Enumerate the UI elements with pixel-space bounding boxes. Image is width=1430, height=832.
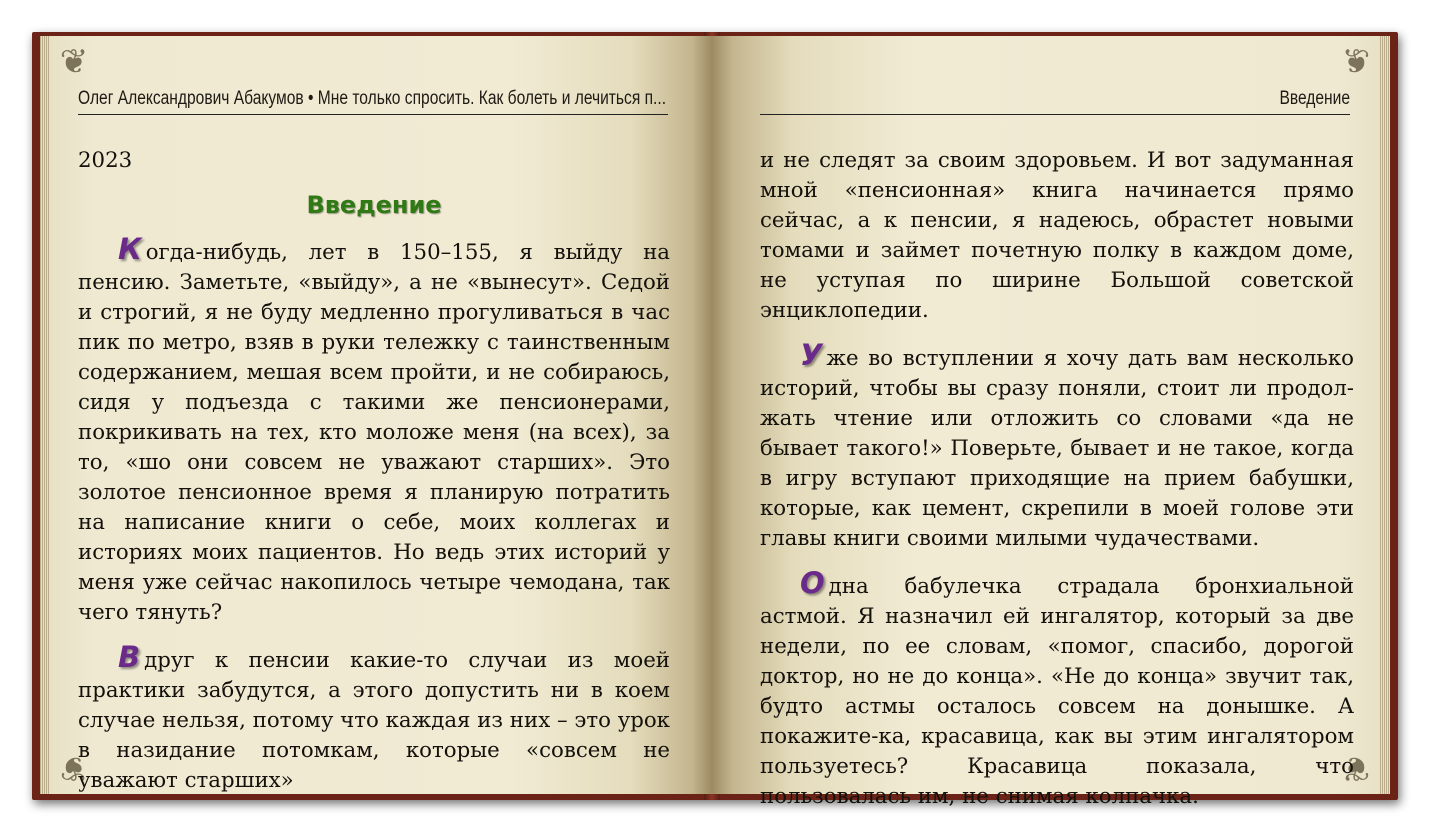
- drop-cap: В: [118, 640, 141, 674]
- right-page[interactable]: [712, 36, 1390, 809]
- running-header: [760, 84, 1350, 115]
- drop-cap: К: [118, 232, 142, 266]
- running-header: [78, 84, 668, 115]
- drop-cap: У: [800, 338, 823, 372]
- paragraph-continuation: и не следят за своим здоровьем. И вот задуманная мной «пенсионная» книга начинается прямо сейчас, а к пенсии, я надеюсь, обрастет новыми томами и займет почетную полку в каждом доме, не уступая по ширине Большой советской энциклопедии.: [760, 148, 1354, 323]
- chapter-title: Введение: [306, 191, 442, 219]
- left-page[interactable]: [40, 36, 712, 794]
- running-header-text: Введение: [1279, 88, 1350, 109]
- page-edge: [40, 36, 50, 794]
- paragraph-text: друг к пенсии какие-то случаи из моей практики забудутся, а этого допустить ни в коем случае нельзя, потому что каждая из них – это урок в назидание потомкам, которые «совсем не уважают старших»: [78, 648, 670, 793]
- page-content: [760, 146, 1354, 826]
- corner-ornament-icon: ❦: [59, 748, 89, 788]
- paragraph-text: огда-нибудь, лет в 150–155, я выйду на пенсию. Заметьте, «выйду», а не «вынесут». Седой и строгий, я не буду медленно прогуливаться в час пик по метро, взяв в руки тележку с таинственным содержанием, мешая всем пройти, и не собираюсь, сидя у подъезда с такими же пенсионерами, покрикивать на тех, кто моложе меня (на всех), за то, «шо они совсем не уважают старших». Это золотое пенсионное время я планирую потратить на написание книги о себе, моих коллегах и историях моих пациентов. Но ведь этих историй у меня уже сейчас накопилось четыре чемодана, так чего тянуть?: [78, 240, 670, 625]
- paragraph-text: же во вступлении я хочу дать вам несколько историй, чтобы вы сразу поняли, стоит ли продолжать чтение или отложить со словами «да не бывает такого!» Поверьте, бывает и не такое, когда в игру вступают приходящие на прием бабушки, которые, как цемент, скрепили в моей голове эти главы книги своими милыми чудачествами.: [760, 346, 1354, 551]
- publication-year: 2023: [78, 148, 133, 173]
- running-header-text: Олег Александрович Абакумов • Мне только спросить. Как болеть и лечиться п...: [78, 88, 667, 109]
- book: [32, 32, 1398, 809]
- paragraph: [78, 642, 670, 796]
- page-edge: [1380, 36, 1390, 794]
- corner-ornament-icon: ❦: [1341, 42, 1371, 82]
- paragraph: [760, 340, 1354, 554]
- paragraph: [760, 568, 1354, 812]
- drop-cap: О: [800, 566, 825, 600]
- paragraph: [78, 234, 670, 628]
- paragraph-text: дна бабулечка страдала бронхиальной астмой. Я назначил ей ингалятор, который за две недели, по ее словам, «помог, спасибо, дорогой доктор, но не до конца». «Не до конца» звучит так, будто астмы осталось совсем на донышке. А покажите-ка, красавица, как вы этим ингалятором пользуетесь? Красавица показала, что пользовалась им, не снимая колпачка.: [760, 574, 1354, 809]
- corner-ornament-icon: ❦: [59, 42, 89, 82]
- corner-ornament-icon: ❦: [1341, 748, 1371, 788]
- page-content: [78, 146, 670, 810]
